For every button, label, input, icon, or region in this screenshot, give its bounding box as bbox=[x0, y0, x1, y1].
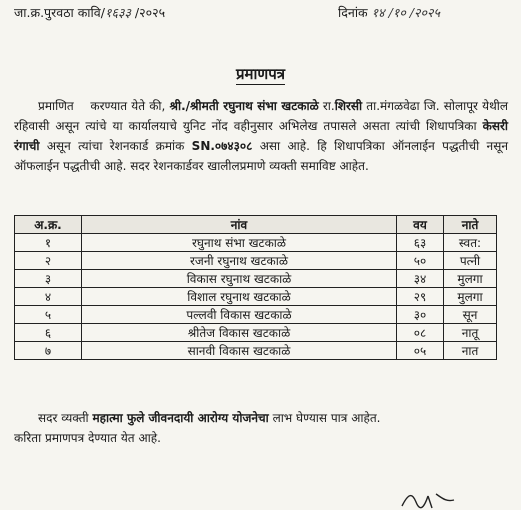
cell-name: पल्लवी विकास खटकाळे bbox=[82, 306, 397, 324]
eligibility-text-2: लाभ घेण्यास पात्र आहेत. bbox=[268, 411, 381, 425]
body-text-5: असा आहे. हि शिधापत्रिका ऑनलाईन पद्धतीची नसून ऑफलाईन पद्धतीची आहे. सदर रेशनकार्डवर खालीलप्रमाणे व्यक्ती समाविष्ट आहेत. bbox=[14, 139, 508, 173]
body-text-1: करण्यात येते की, bbox=[90, 99, 170, 113]
cell-name: विकास रघुनाथ खटकाळे bbox=[82, 270, 397, 288]
cell-serial: १ bbox=[15, 234, 82, 252]
card-color: केसरी रंगाची bbox=[14, 119, 508, 153]
reference-number bbox=[14, 4, 165, 21]
cell-age: ०८ bbox=[397, 324, 444, 342]
cell-serial: २ bbox=[15, 252, 82, 270]
cell-age: ६३ bbox=[397, 234, 444, 252]
table-row bbox=[15, 342, 497, 360]
eligibility-line-1 bbox=[14, 408, 508, 428]
cell-name: विशाल रघुनाथ खटकाळे bbox=[82, 288, 397, 306]
reference-suffix: /२०२५ bbox=[130, 5, 166, 20]
cell-age: ३४ bbox=[397, 270, 444, 288]
cell-serial: ६ bbox=[15, 324, 82, 342]
cell-relation: नातू bbox=[444, 324, 497, 342]
table-row bbox=[15, 288, 497, 306]
cell-age: २९ bbox=[397, 288, 444, 306]
scheme-name: महात्मा फुले जीवनदायी आरोग्य योजनेचा bbox=[92, 411, 269, 425]
certificate-body bbox=[14, 96, 508, 176]
table-row bbox=[15, 306, 497, 324]
eligibility-statement bbox=[14, 408, 508, 448]
document-title bbox=[0, 64, 521, 84]
table-row bbox=[15, 270, 497, 288]
body-text-3: ता.मंगळवेढा जि. सोलापूर येथील रहिवासी असून त्यांचे या कार्यालयाचे युनिट नोंद वहीनुसार अभिलेख तपासले असता त्यांची शिधापत्रिका bbox=[14, 99, 508, 133]
eligibility-text-1: सदर व्यक्ती bbox=[38, 411, 93, 425]
table-row bbox=[15, 324, 497, 342]
date-value: १४ /१० /२०२५ bbox=[371, 5, 441, 20]
body-text-2: रा. bbox=[318, 99, 335, 113]
cell-serial: ३ bbox=[15, 270, 82, 288]
document-title-text: प्रमाणपत्र bbox=[235, 65, 286, 83]
cell-name: सानवी विकास खटकाळे bbox=[82, 342, 397, 360]
cell-name: रजनी रघुनाथ खटकाळे bbox=[82, 252, 397, 270]
body-text-4: असून त्यांचा रेशनकार्ड क्रमांक bbox=[39, 139, 192, 153]
holder-name: श्री./श्रीमती रघुनाथ संभा खटकाळे bbox=[169, 99, 319, 113]
card-number: SN.०७४३०८ bbox=[191, 139, 253, 153]
cell-serial: ४ bbox=[15, 288, 82, 306]
reference-prefix: जा.क्र.पुरवठा कावि/ bbox=[14, 5, 105, 20]
members-table bbox=[14, 215, 497, 360]
table-row bbox=[15, 252, 497, 270]
table-header-row bbox=[15, 216, 497, 234]
signature-mark bbox=[398, 488, 458, 510]
cell-serial: ७ bbox=[15, 342, 82, 360]
header-name: नांव bbox=[82, 216, 397, 234]
cell-relation: पत्नी bbox=[444, 252, 497, 270]
cell-name: श्रीतेज विकास खटकाळे bbox=[82, 324, 397, 342]
eligibility-line-2: करिता प्रमाणपत्र देण्यात येत आहे. bbox=[14, 431, 161, 445]
header-serial: अ.क्र. bbox=[15, 216, 82, 234]
cell-name: रघुनाथ संभा खटकाळे bbox=[82, 234, 397, 252]
date-line bbox=[338, 4, 440, 21]
header-age: वय bbox=[397, 216, 444, 234]
header-relation: नाते bbox=[444, 216, 497, 234]
cell-relation: नात bbox=[444, 342, 497, 360]
date-label: दिनांक bbox=[338, 5, 368, 20]
reference-number-handwritten: १६३३ bbox=[104, 5, 131, 20]
cell-age: ०५ bbox=[397, 342, 444, 360]
cell-serial: ५ bbox=[15, 306, 82, 324]
cell-relation: स्वत: bbox=[444, 234, 497, 252]
cell-age: ५० bbox=[397, 252, 444, 270]
cell-relation: मुलगा bbox=[444, 270, 497, 288]
cell-relation: मुलगा bbox=[444, 288, 497, 306]
cell-age: ३० bbox=[397, 306, 444, 324]
village-name: शिरसी bbox=[334, 99, 363, 113]
cell-relation: सून bbox=[444, 306, 497, 324]
body-indent-word: प्रमाणित bbox=[38, 99, 74, 113]
table-row bbox=[15, 234, 497, 252]
